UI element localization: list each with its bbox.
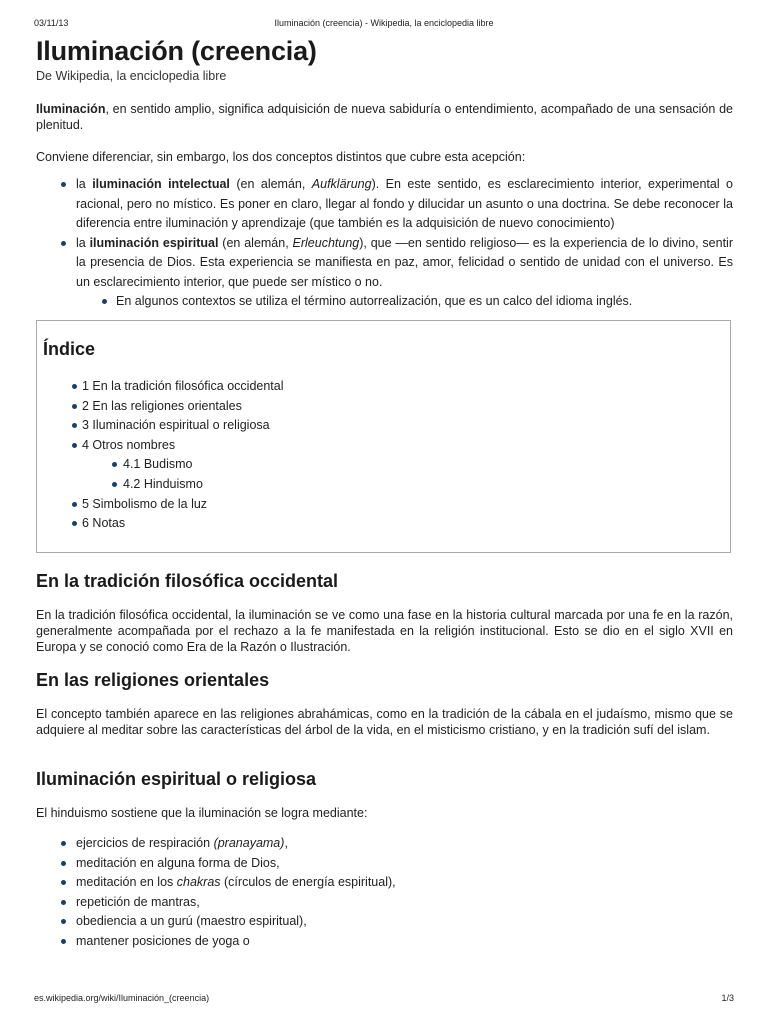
list-item: ejercicios de respiración (pranayama), — [36, 834, 733, 854]
list-item — [36, 292, 733, 312]
section-paragraph: El hinduismo sostiene que la iluminación se logra mediante: — [36, 806, 368, 820]
toc-item[interactable]: 3 Iluminación espiritual o religiosa — [37, 416, 730, 436]
bullet-icon — [72, 423, 77, 428]
section-occidental — [36, 570, 733, 655]
toc-list — [37, 377, 730, 534]
bullet-icon — [102, 299, 107, 304]
toc-subitem[interactable]: 4.1 Budismo — [37, 455, 730, 475]
toc-item[interactable]: 6 Notas — [37, 514, 730, 534]
print-page-number: 1/3 — [721, 993, 734, 1003]
table-of-contents — [36, 320, 731, 553]
bullet-icon — [61, 939, 66, 944]
toc-item[interactable]: 5 Simbolismo de la luz — [37, 495, 730, 515]
section-orientales — [36, 669, 733, 738]
bullet-icon — [61, 880, 66, 885]
section-heading: Iluminación espiritual o religiosa — [36, 769, 317, 789]
print-page-title: Iluminación (creencia) - Wikipedia, la enciclopedia libre — [274, 18, 494, 28]
section-espiritual — [36, 768, 733, 951]
bullet-icon — [61, 241, 66, 246]
bullet-icon — [72, 521, 77, 526]
intro-text: , en sentido amplio, significa adquisición de nueva sabiduría o entendimiento, acompañado de una sensación de plenitud. — [36, 102, 733, 132]
bullet-icon — [112, 462, 117, 467]
bullet-icon — [72, 384, 77, 389]
section-heading: En la tradición filosófica occidental — [36, 571, 339, 591]
concept-term[interactable]: iluminación intelectual — [92, 177, 230, 191]
concept-term[interactable]: iluminación espiritual — [89, 235, 219, 250]
article-title: Iluminación (creencia) — [36, 36, 317, 66]
bullet-icon — [72, 502, 77, 507]
list-item: mantener posiciones de yoga o — [36, 932, 733, 952]
toc-item[interactable]: 4 Otros nombres — [37, 436, 730, 456]
concepts-list — [36, 175, 733, 292]
toc-subitem[interactable]: 4.2 Hinduismo — [37, 475, 730, 495]
bullet-icon — [61, 900, 66, 905]
list-item: meditación en alguna forma de Dios, — [36, 854, 733, 874]
section-paragraph: El concepto también aparece en las religiones abrahámicas, como en la tradición de la cábala en el judaísmo, mismo que se adquiere al meditar sobre las características del árbol de la vida, en el misticismo cristiano, y en la tradición sufí del islam. — [36, 707, 733, 737]
article-subtitle: De Wikipedia, la enciclopedia libre — [36, 69, 227, 83]
bullet-icon — [72, 443, 77, 448]
bullet-icon — [112, 482, 117, 487]
print-footer — [34, 993, 734, 1007]
list-item: la iluminación espiritual (en alemán, Erleuchtung), que —en sentido religioso— es la experiencia de lo divino, sentir la presencia de Dios. Esta experiencia se manifiesta en paz, amor, felicidad o sentido de unidad con el universo. Es un esclarecimiento interior, que puede ser místico o no. — [36, 234, 733, 293]
bullet-icon — [72, 404, 77, 409]
bullet-icon — [61, 182, 66, 187]
distinguish-paragraph: Conviene diferenciar, sin embargo, los dos conceptos distintos que cubre esta acepción: — [36, 150, 526, 164]
intro-term: Iluminación — [36, 102, 106, 116]
list-item: obediencia a un gurú (maestro espiritual), — [36, 912, 733, 932]
sub-note: En algunos contextos se utiliza el término autorrealización, que es un calco del idioma inglés. — [116, 294, 633, 308]
toc-title: Índice — [43, 339, 96, 359]
practices-list — [36, 834, 733, 951]
section-paragraph: En la tradición filosófica occidental, la iluminación se ve como una fase en la historia cultural marcada por una fe en la razón, generalmente acompañada por el rechazo a la fe manifestada en la religión institucional. Esto se dio en el siglo XVII en Europa y se conoció como Era de la Razón o Ilustración. — [36, 608, 733, 654]
foreign-term: Aufklärung — [311, 177, 372, 191]
bullet-icon — [61, 841, 66, 846]
toc-item[interactable]: 1 En la tradición filosófica occidental — [37, 377, 730, 397]
list-item: repetición de mantras, — [36, 893, 733, 913]
toc-item[interactable]: 2 En las religiones orientales — [37, 397, 730, 417]
print-url: es.wikipedia.org/wiki/Iluminación_(creencia) — [34, 993, 210, 1003]
intro-paragraph — [36, 101, 733, 133]
sub-note-list — [36, 292, 733, 312]
section-heading: En las religiones orientales — [36, 670, 270, 690]
article-content — [36, 34, 733, 312]
foreign-term: Erleuchtung — [292, 235, 360, 250]
list-item: la iluminación intelectual (en alemán, Aufklärung). En este sentido, es esclarecimiento interior, experimental o racional, pero no místico. Es poner en claro, llegar al fondo y dilucidar un asunto o una doctrina. Se debe reconocer la diferencia entre iluminación y aprendizaje (que también es la adquisición de nuevo conocimiento) — [36, 175, 733, 234]
bullet-icon — [61, 919, 66, 924]
list-item: meditación en los chakras (círculos de energía espiritual), — [36, 873, 733, 893]
bullet-icon — [61, 861, 66, 866]
print-header — [34, 18, 734, 32]
print-date: 03/11/13 — [34, 18, 69, 28]
